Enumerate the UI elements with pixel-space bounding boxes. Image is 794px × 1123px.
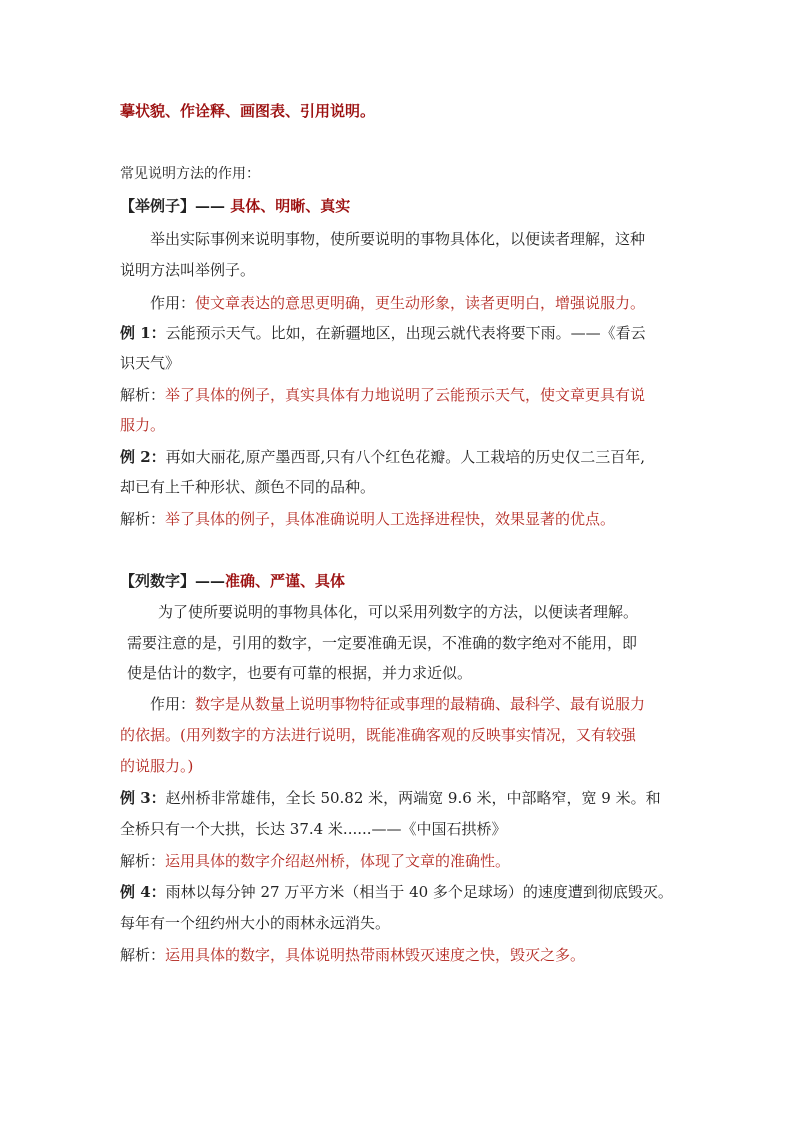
analysis-line: [120, 850, 680, 872]
effect-label: 作用：: [150, 695, 196, 713]
analysis-text: 运用具体的数字，具体说明热带雨林毁灭速度之快，毁灭之多。: [165, 946, 586, 964]
section-dash: ——: [195, 572, 226, 590]
effect-label: 作用：: [150, 294, 196, 312]
example-line: [120, 881, 680, 903]
example-text: 雨林以每分钟 27 万平方米（相当于 40 多个足球场）的速度遭到彻底毁灭。: [165, 883, 673, 901]
section-dash: ——: [195, 197, 231, 215]
definition-line: 为了使所要说明的事物具体化，可以采用列数字的方法，以便读者理解。: [158, 603, 639, 621]
analysis-text: 运用具体的数字介绍赵州桥，体现了文章的准确性。: [165, 852, 511, 870]
section-title: 【列数字】: [120, 572, 196, 590]
example-text: 云能预示天气。比如，在新疆地区，出现云就代表将要下雨。——《看云: [165, 324, 646, 342]
section-heading-numbers: [120, 570, 680, 592]
top-line: 摹状貌、作诠释、画图表、引用说明。: [120, 102, 376, 120]
intro-line: 常见说明方法的作用：: [120, 166, 260, 182]
definition-line: 举出实际事例来说明事物，使所要说明的事物具体化，以便读者理解，这种: [150, 230, 646, 248]
example-text: 赵州桥非常雄伟，全长 50.82 米，两端宽 9.6 米，中部略窄，宽 9 米。和: [165, 789, 661, 807]
example-line: 识天气》: [120, 354, 181, 372]
example-label: 例 2：: [120, 448, 166, 466]
analysis-text: 举了具体的例子，具体准确说明人工选择进程快，效果显著的优点。: [165, 510, 616, 528]
example-line: [120, 787, 680, 809]
analysis-line: 服力。: [120, 416, 166, 434]
section-keywords: 准确、严谨、具体: [225, 572, 346, 590]
example-label: 例 1：: [120, 324, 166, 342]
section-keywords: 具体、明晰、真实: [230, 197, 351, 215]
definition-line: 说明方法叫举例子。: [120, 261, 256, 279]
example-label: 例 3：: [120, 789, 166, 807]
example-text: 再如大丽花,原产墨西哥,只有八个红色花瓣。人工栽培的历史仅二三百年,: [165, 448, 645, 466]
section-title: 【举例子】: [120, 197, 196, 215]
analysis-label: 解析：: [120, 852, 166, 870]
example-line: [120, 322, 680, 344]
effect-line: [150, 693, 680, 715]
analysis-label: 解析：: [120, 946, 166, 964]
analysis-label: 解析：: [120, 386, 166, 404]
example-line: [120, 446, 680, 468]
effect-line: 的依据。(用列数字的方法进行说明，既能准确客观的反映事实情况，又有较强: [120, 726, 636, 744]
section-heading-examples: [120, 195, 680, 217]
effect-text: 数字是从数量上说明事物特征或事理的最精确、最科学、最有说服力: [195, 695, 646, 713]
effect-text: 使文章表达的意思更明确，更生动形象，读者更明白，增强说服力。: [195, 294, 646, 312]
example-line: 却已有上千种形状、颜色不同的品种。: [120, 478, 376, 496]
analysis-text: 举了具体的例子，真实具体有力地说明了云能预示天气，使文章更具有说: [165, 386, 646, 404]
effect-line: 的说服力。): [120, 757, 194, 775]
analysis-line: [120, 944, 680, 966]
example-line: 全桥只有一个大拱，长达 37.4 米......——《中国石拱桥》: [120, 820, 507, 838]
definition-line: 需要注意的是，引用的数字，一定要准确无误，不准确的数字绝对不能用，即: [127, 634, 638, 652]
example-label: 例 4：: [120, 883, 166, 901]
analysis-line: [120, 508, 680, 530]
analysis-label: 解析：: [120, 510, 166, 528]
effect-line: [150, 292, 680, 314]
analysis-line: [120, 384, 680, 406]
example-line: 每年有一个纽约州大小的雨林永远消失。: [120, 914, 391, 932]
definition-line: 使是估计的数字，也要有可靠的根据，并力求近似。: [127, 664, 473, 682]
